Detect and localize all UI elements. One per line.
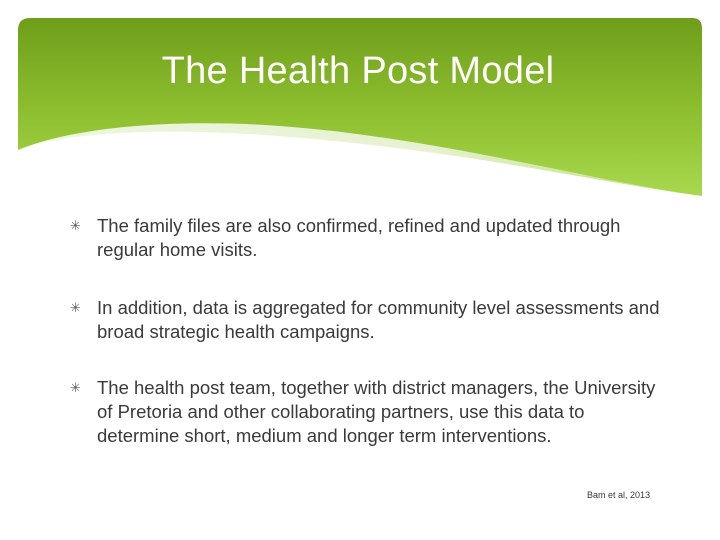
- bullet-item: [70, 376, 670, 448]
- bullet-item: [70, 214, 670, 262]
- asterisk-bullet-icon: ✳: [70, 300, 81, 315]
- asterisk-bullet-icon: ✳: [70, 218, 81, 233]
- bullet-item: [70, 296, 670, 344]
- citation: Bam et al, 2013: [586, 490, 650, 500]
- asterisk-bullet-icon: ✳: [70, 380, 81, 395]
- title-banner: [0, 0, 720, 210]
- slide-title: The Health Post Model: [161, 50, 555, 92]
- bullet-text: In addition, data is aggregated for community level assessments and broad strategic health campaigns.: [97, 297, 660, 342]
- bullet-text: The family files are also confirmed, refined and updated through regular home visits.: [97, 215, 621, 260]
- green-swoosh-banner: [0, 0, 720, 210]
- bullet-text: The health post team, together with district managers, the University of Pretoria and other collaborating partners, use this data to determine short, medium and longer term interventions.: [97, 377, 656, 446]
